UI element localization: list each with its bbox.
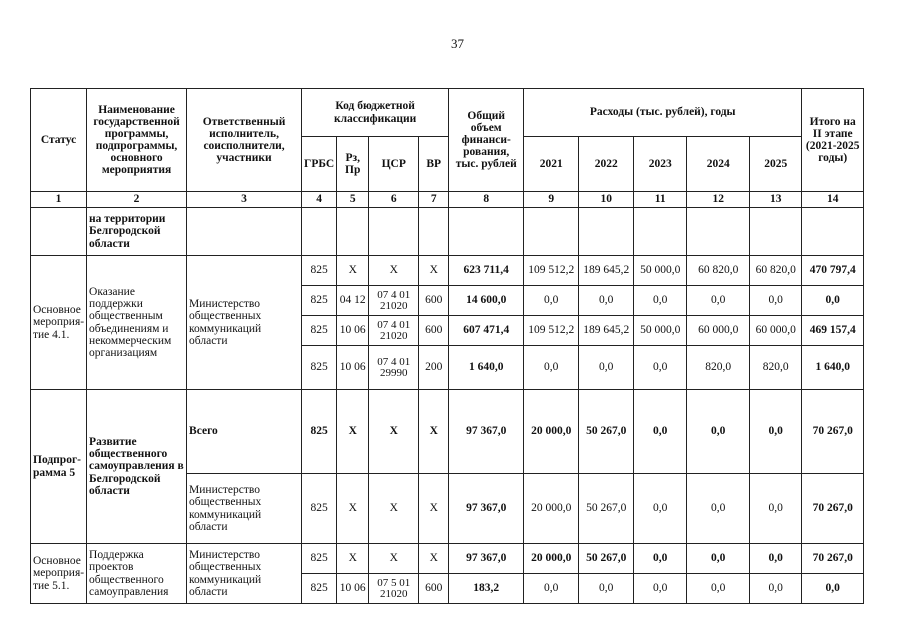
col-number: 2 bbox=[87, 192, 187, 208]
cell-rz: Х bbox=[337, 544, 369, 574]
cell-2022: 189 645,2 bbox=[579, 316, 634, 346]
sub5-responsible: Министерство общественных коммуникаций области bbox=[187, 474, 302, 544]
header-name: Наименование государственной программы, подпрограммы, основного мероприятия bbox=[87, 89, 187, 192]
event51-responsible: Министерство общественных коммуникаций области bbox=[187, 544, 302, 604]
cell-rz: Х bbox=[337, 390, 369, 474]
header-status: Статус bbox=[31, 89, 87, 192]
cell-2024: 60 000,0 bbox=[687, 316, 750, 346]
cell-2023: 50 000,0 bbox=[634, 256, 687, 286]
cell-vr: Х bbox=[419, 256, 449, 286]
cell-2023: 50 000,0 bbox=[634, 316, 687, 346]
cell-2021: 109 512,2 bbox=[524, 316, 579, 346]
cell-grbs: 825 bbox=[302, 574, 337, 604]
cell-stage-total: 70 267,0 bbox=[802, 544, 864, 574]
cell-2023: 0,0 bbox=[634, 474, 687, 544]
sub5-status: Подпрог-рамма 5 bbox=[31, 390, 87, 544]
cell-2022: 0,0 bbox=[579, 574, 634, 604]
cell-2021: 0,0 bbox=[524, 574, 579, 604]
cell-rz: 10 06 bbox=[337, 346, 369, 390]
cell-2024: 0,0 bbox=[687, 474, 750, 544]
cell-stage-total: 470 797,4 bbox=[802, 256, 864, 286]
col-number: 3 bbox=[187, 192, 302, 208]
header-2023: 2023 bbox=[634, 137, 687, 192]
header-vr: ВР bbox=[419, 137, 449, 192]
cell-2022: 0,0 bbox=[579, 346, 634, 390]
cell-2025: 60 000,0 bbox=[750, 316, 802, 346]
header-total: Общий объем финанси-рования, тыс. рублей bbox=[449, 89, 524, 192]
cell-2021: 20 000,0 bbox=[524, 544, 579, 574]
cell-csr: 07 5 01 21020 bbox=[369, 574, 419, 604]
cell-total: 623 711,4 bbox=[449, 256, 524, 286]
cell-grbs: 825 bbox=[302, 346, 337, 390]
cell-vr: Х bbox=[419, 544, 449, 574]
cell-2021: 20 000,0 bbox=[524, 474, 579, 544]
cell-2022: 50 267,0 bbox=[579, 390, 634, 474]
cell-grbs: 825 bbox=[302, 286, 337, 316]
cell-grbs: 825 bbox=[302, 474, 337, 544]
col-number: 9 bbox=[524, 192, 579, 208]
header-2024: 2024 bbox=[687, 137, 750, 192]
cell-rz: Х bbox=[337, 256, 369, 286]
cell-2021: 20 000,0 bbox=[524, 390, 579, 474]
cell-2025: 820,0 bbox=[750, 346, 802, 390]
cell-rz: Х bbox=[337, 474, 369, 544]
cell-2024: 0,0 bbox=[687, 574, 750, 604]
cell-stage-total: 70 267,0 bbox=[802, 390, 864, 474]
col-number: 10 bbox=[579, 192, 634, 208]
event41-status: Основное мероприя-тие 4.1. bbox=[31, 256, 87, 390]
cell-2021: 0,0 bbox=[524, 346, 579, 390]
cell-vr: 600 bbox=[419, 286, 449, 316]
col-number: 4 bbox=[302, 192, 337, 208]
cell-total: 183,2 bbox=[449, 574, 524, 604]
event41-name: Оказание поддержки общественным объединениям и некоммерческим организациям bbox=[87, 256, 187, 390]
continuation-name: на территории Белгородской области bbox=[87, 208, 187, 256]
header-expenses: Расходы (тыс. рублей), годы bbox=[524, 89, 802, 137]
cell-grbs: 825 bbox=[302, 316, 337, 346]
cell-2025: 0,0 bbox=[750, 574, 802, 604]
cell-total: 1 640,0 bbox=[449, 346, 524, 390]
cell-grbs: 825 bbox=[302, 544, 337, 574]
table-row bbox=[31, 256, 864, 286]
cell-vr: Х bbox=[419, 390, 449, 474]
cell-stage-total: 0,0 bbox=[802, 574, 864, 604]
cell-2021: 109 512,2 bbox=[524, 256, 579, 286]
column-numbers-row bbox=[31, 192, 864, 208]
cell-2025: 60 820,0 bbox=[750, 256, 802, 286]
cell-total: 97 367,0 bbox=[449, 544, 524, 574]
event41-responsible: Министерство общественных коммуникаций области bbox=[187, 256, 302, 390]
col-number: 6 bbox=[369, 192, 419, 208]
cell-2023: 0,0 bbox=[634, 574, 687, 604]
cell-csr: Х bbox=[369, 256, 419, 286]
header-csr: ЦСР bbox=[369, 137, 419, 192]
cell-rz: 10 06 bbox=[337, 316, 369, 346]
cell-csr: 07 4 01 21020 bbox=[369, 316, 419, 346]
col-number: 14 bbox=[802, 192, 864, 208]
col-number: 12 bbox=[687, 192, 750, 208]
table-row bbox=[31, 390, 864, 474]
cell-total: 607 471,4 bbox=[449, 316, 524, 346]
event51-name: Поддержка проектов общественного самоуправления bbox=[87, 544, 187, 604]
header-2021: 2021 bbox=[524, 137, 579, 192]
header-stage-total: Итого на II этапе (2021-2025 годы) bbox=[802, 89, 864, 192]
header-2022: 2022 bbox=[579, 137, 634, 192]
cell-2022: 189 645,2 bbox=[579, 256, 634, 286]
cell-rz: 10 06 bbox=[337, 574, 369, 604]
header-2025: 2025 bbox=[750, 137, 802, 192]
page-number: 37 bbox=[451, 36, 464, 51]
table-row bbox=[31, 544, 864, 574]
sub5-total-label: Всего bbox=[187, 390, 302, 474]
cell-2023: 0,0 bbox=[634, 286, 687, 316]
cell-rz: 04 12 bbox=[337, 286, 369, 316]
cell-2025: 0,0 bbox=[750, 544, 802, 574]
cell-2024: 0,0 bbox=[687, 286, 750, 316]
cell-csr: Х bbox=[369, 544, 419, 574]
sub5-name: Развитие общественного самоуправления в Белгородской области bbox=[87, 390, 187, 544]
cell-2022: 50 267,0 bbox=[579, 474, 634, 544]
col-number: 7 bbox=[419, 192, 449, 208]
cell-csr: Х bbox=[369, 390, 419, 474]
header-rz: Рз, Пр bbox=[337, 137, 369, 192]
cell-total: 97 367,0 bbox=[449, 474, 524, 544]
cell-2022: 50 267,0 bbox=[579, 544, 634, 574]
cell-2023: 0,0 bbox=[634, 346, 687, 390]
cell-2023: 0,0 bbox=[634, 544, 687, 574]
event51-status: Основное мероприя-тие 5.1. bbox=[31, 544, 87, 604]
header-responsible: Ответственный исполнитель, соисполнители, участники bbox=[187, 89, 302, 192]
cell-2024: 0,0 bbox=[687, 390, 750, 474]
header-grbs: ГРБС bbox=[302, 137, 337, 192]
cell-2024: 0,0 bbox=[687, 544, 750, 574]
cell-stage-total: 1 640,0 bbox=[802, 346, 864, 390]
cell-vr: Х bbox=[419, 474, 449, 544]
cell-2025: 0,0 bbox=[750, 286, 802, 316]
header-row-1 bbox=[31, 89, 864, 137]
cell-vr: 600 bbox=[419, 316, 449, 346]
cell-vr: 600 bbox=[419, 574, 449, 604]
cell-grbs: 825 bbox=[302, 390, 337, 474]
cell-csr: Х bbox=[369, 474, 419, 544]
continuation-row bbox=[31, 208, 864, 256]
header-budget-code: Код бюджетной классификации bbox=[302, 89, 449, 137]
cell-2023: 0,0 bbox=[634, 390, 687, 474]
cell-2021: 0,0 bbox=[524, 286, 579, 316]
cell-stage-total: 70 267,0 bbox=[802, 474, 864, 544]
cell-stage-total: 469 157,4 bbox=[802, 316, 864, 346]
cell-2024: 60 820,0 bbox=[687, 256, 750, 286]
budget-table bbox=[30, 88, 864, 604]
col-number: 11 bbox=[634, 192, 687, 208]
cell-csr: 07 4 01 21020 bbox=[369, 286, 419, 316]
cell-2025: 0,0 bbox=[750, 390, 802, 474]
cell-vr: 200 bbox=[419, 346, 449, 390]
cell-grbs: 825 bbox=[302, 256, 337, 286]
cell-total: 97 367,0 bbox=[449, 390, 524, 474]
col-number: 8 bbox=[449, 192, 524, 208]
cell-2024: 820,0 bbox=[687, 346, 750, 390]
col-number: 1 bbox=[31, 192, 87, 208]
cell-2022: 0,0 bbox=[579, 286, 634, 316]
cell-stage-total: 0,0 bbox=[802, 286, 864, 316]
col-number: 5 bbox=[337, 192, 369, 208]
cell-total: 14 600,0 bbox=[449, 286, 524, 316]
cell-csr: 07 4 01 29990 bbox=[369, 346, 419, 390]
cell-2025: 0,0 bbox=[750, 474, 802, 544]
col-number: 13 bbox=[750, 192, 802, 208]
